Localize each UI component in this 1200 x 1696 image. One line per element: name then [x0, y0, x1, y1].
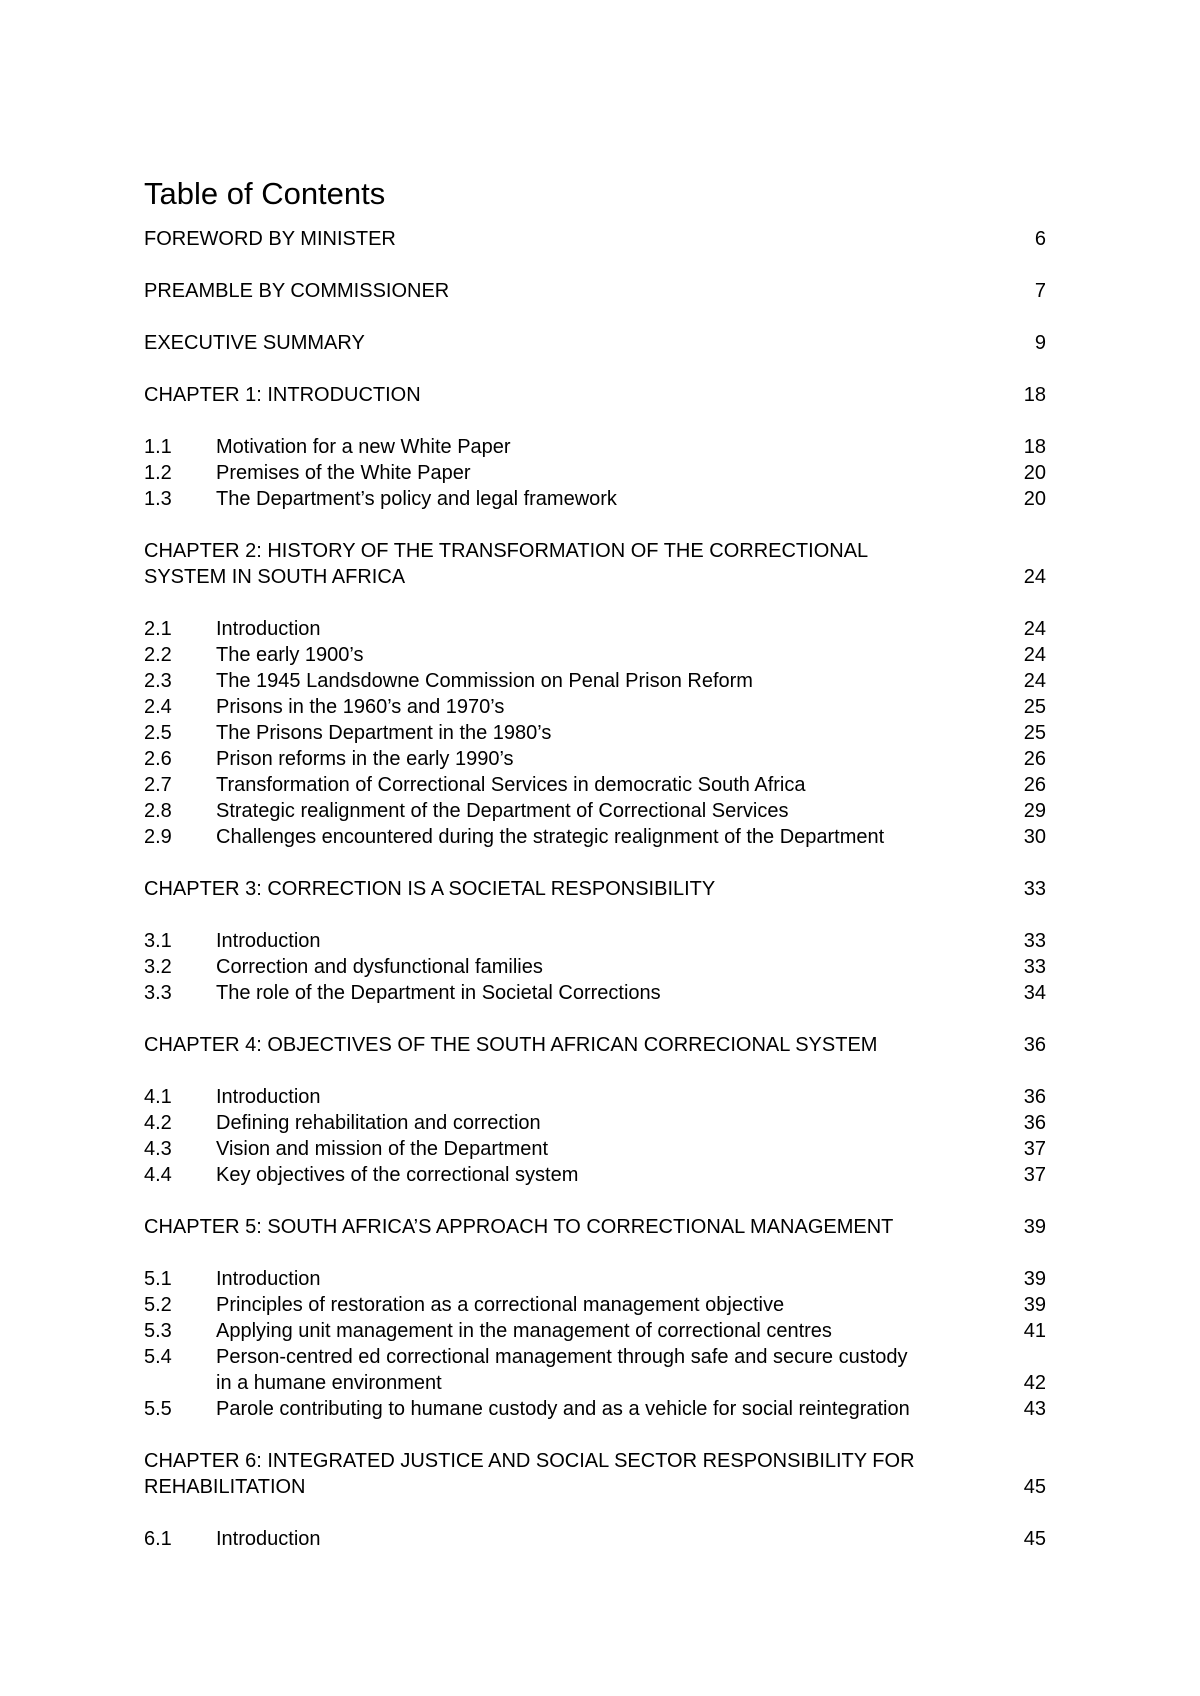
toc-entry-label: Challenges encountered during the strategic realignment of the Department: [216, 826, 885, 848]
toc-entry-number: 3.2: [144, 956, 172, 978]
toc-subentry[interactable]: [144, 1162, 1046, 1188]
toc-entry-label: Introduction: [216, 1086, 321, 1108]
toc-spacer: [144, 1240, 1046, 1266]
toc-entry-label: CHAPTER 3: CORRECTION IS A SOCIETAL RESPONSIBILITY: [144, 878, 716, 900]
toc-section: [144, 330, 1046, 356]
toc-section: [144, 1266, 1046, 1422]
toc-subentry[interactable]: [144, 1084, 1046, 1110]
toc-section: [144, 434, 1046, 512]
toc-section: [144, 382, 1046, 408]
toc-entry-label: in a humane environment: [216, 1372, 442, 1394]
toc-entry-label: Key objectives of the correctional system: [216, 1164, 579, 1186]
toc-entry-number: 2.4: [144, 696, 172, 718]
toc-entry[interactable]: [144, 1474, 1046, 1500]
toc-entry-label: The role of the Department in Societal Corrections: [216, 982, 661, 1004]
toc-subentry[interactable]: [144, 798, 1046, 824]
toc-page-number: 39: [1023, 1216, 1046, 1238]
toc-entry-number: 3.3: [144, 982, 172, 1004]
toc-entry-label: Correction and dysfunctional families: [216, 956, 543, 978]
toc-entry-label: The Department’s policy and legal framework: [216, 488, 617, 510]
toc-entry-label: CHAPTER 1: INTRODUCTION: [144, 384, 421, 406]
toc-page-number: 24: [1023, 644, 1046, 666]
toc-subentry[interactable]: [144, 460, 1046, 486]
toc-entry-label: Introduction: [216, 1268, 321, 1290]
toc-subentry[interactable]: [144, 1292, 1046, 1318]
toc-entry-label: Principles of restoration as a correctional management objective: [216, 1294, 785, 1316]
toc-entry-number: 2.6: [144, 748, 172, 770]
toc-spacer: [144, 590, 1046, 616]
toc-entry-label: SYSTEM IN SOUTH AFRICA: [144, 566, 406, 588]
toc-entry[interactable]: [144, 876, 1046, 902]
toc-entry[interactable]: [144, 330, 1046, 356]
toc-subentry[interactable]: [144, 486, 1046, 512]
toc-spacer: [144, 408, 1046, 434]
toc-entry-number: 5.4: [144, 1346, 172, 1368]
toc-entry[interactable]: [144, 226, 1046, 252]
toc-page-number: 43: [1023, 1398, 1046, 1420]
toc-subentry[interactable]: [144, 1344, 1046, 1370]
toc-spacer: [144, 1006, 1046, 1032]
toc-spacer: [144, 512, 1046, 538]
toc-subentry[interactable]: [144, 1526, 1046, 1552]
toc-entry-label: Introduction: [216, 930, 321, 952]
toc-spacer: [144, 902, 1046, 928]
toc-page-number: 18: [1023, 436, 1046, 458]
toc-page-number: 30: [1023, 826, 1046, 848]
toc-entry-number: 6.1: [144, 1528, 172, 1550]
toc-entry-number: 1.2: [144, 462, 172, 484]
toc-page-number: 39: [1023, 1268, 1046, 1290]
toc-subentry[interactable]: [144, 1396, 1046, 1422]
toc-page-number: 7: [1034, 280, 1046, 302]
toc-page-number: 33: [1023, 956, 1046, 978]
toc-entry-label: Defining rehabilitation and correction: [216, 1112, 541, 1134]
toc-section: [144, 1084, 1046, 1188]
toc-entry-label: The Prisons Department in the 1980’s: [216, 722, 552, 744]
toc-entry-label: Transformation of Correctional Services in democratic South Africa: [216, 774, 806, 796]
toc-page-number: 29: [1023, 800, 1046, 822]
toc-entry[interactable]: [144, 1032, 1046, 1058]
toc-page-number: 37: [1023, 1164, 1046, 1186]
toc-entry[interactable]: [144, 1448, 1046, 1474]
toc-spacer: [144, 1422, 1046, 1448]
toc-page-number: 24: [1023, 566, 1046, 588]
toc-spacer: [144, 1188, 1046, 1214]
toc-entry-number: 5.3: [144, 1320, 172, 1342]
toc-subentry[interactable]: [144, 772, 1046, 798]
toc-page-number: 33: [1023, 930, 1046, 952]
toc-subentry[interactable]: [144, 434, 1046, 460]
toc-entry-number: 5.2: [144, 1294, 172, 1316]
toc-entry-number: 1.1: [144, 436, 172, 458]
toc-subentry[interactable]: [144, 928, 1046, 954]
toc-section: [144, 876, 1046, 902]
toc-entry-label: CHAPTER 6: INTEGRATED JUSTICE AND SOCIAL SECTOR RESPONSIBILITY FOR: [144, 1450, 915, 1472]
toc-entry-number: 4.1: [144, 1086, 172, 1108]
toc-page-number: 20: [1023, 462, 1046, 484]
toc-entry[interactable]: [144, 1214, 1046, 1240]
page-title: Table of Contents: [144, 176, 386, 211]
toc-subentry[interactable]: [144, 1318, 1046, 1344]
toc-section: [144, 1032, 1046, 1058]
toc-spacer: [144, 850, 1046, 876]
toc-section: [144, 1214, 1046, 1240]
toc-section: [144, 1448, 1046, 1500]
toc-page-number: 36: [1023, 1034, 1046, 1056]
toc-entry-label: Motivation for a new White Paper: [216, 436, 511, 458]
toc-subentry[interactable]: [144, 694, 1046, 720]
toc-entry-label: Introduction: [216, 618, 321, 640]
toc-entry-number: 4.4: [144, 1164, 172, 1186]
toc-entry-number: 5.5: [144, 1398, 172, 1420]
toc-entry-number: 4.2: [144, 1112, 172, 1134]
toc-subentry[interactable]: [144, 746, 1046, 772]
toc-section: [144, 928, 1046, 1006]
toc-entry-number: 2.7: [144, 774, 172, 796]
toc-entry-label: CHAPTER 5: SOUTH AFRICA’S APPROACH TO CORRECTIONAL MANAGEMENT: [144, 1216, 894, 1238]
toc-entry-number: 2.3: [144, 670, 172, 692]
toc-spacer: [144, 1058, 1046, 1084]
toc-page-number: 45: [1023, 1476, 1046, 1498]
toc-page-number: 41: [1023, 1320, 1046, 1342]
toc-entry-label: Strategic realignment of the Department of Correctional Services: [216, 800, 789, 822]
toc-entry-label: Prison reforms in the early 1990’s: [216, 748, 514, 770]
toc-spacer: [144, 252, 1046, 278]
toc-spacer: [144, 1500, 1046, 1526]
toc-entry-label: Introduction: [216, 1528, 321, 1550]
toc-subentry[interactable]: [144, 720, 1046, 746]
toc-page-number: 25: [1023, 696, 1046, 718]
toc-entry-number: 1.3: [144, 488, 172, 510]
toc-entry[interactable]: [144, 382, 1046, 408]
toc-entry-label: Vision and mission of the Department: [216, 1138, 549, 1160]
toc-section: [144, 538, 1046, 590]
toc-entry-number: 2.8: [144, 800, 172, 822]
toc-entry-label: Applying unit management in the management of correctional centres: [216, 1320, 832, 1342]
toc-subentry[interactable]: [144, 980, 1046, 1006]
toc-entry-number: 3.1: [144, 930, 172, 952]
toc-page-number: 42: [1023, 1372, 1046, 1394]
toc-entry-number: 2.9: [144, 826, 172, 848]
toc-entry-label: The early 1900’s: [216, 644, 364, 666]
toc-subentry[interactable]: [144, 1266, 1046, 1292]
toc-subentry[interactable]: [144, 1136, 1046, 1162]
toc-page-number: 26: [1023, 774, 1046, 796]
toc-section: [144, 226, 1046, 252]
toc-entry-label: Parole contributing to humane custody and as a vehicle for social reintegration: [216, 1398, 910, 1420]
toc-entry-number: 2.5: [144, 722, 172, 744]
toc-entry-label: FOREWORD BY MINISTER: [144, 228, 396, 250]
toc-list: [144, 226, 1046, 1552]
toc-page-number: 18: [1023, 384, 1046, 406]
toc-entry-number: 2.2: [144, 644, 172, 666]
toc-section: [144, 278, 1046, 304]
toc-entry-label: The 1945 Landsdowne Commission on Penal Prison Reform: [216, 670, 753, 692]
toc-page-number: 36: [1023, 1086, 1046, 1108]
toc-entry[interactable]: [144, 538, 1046, 564]
toc-entry-number: 2.1: [144, 618, 172, 640]
toc-subentry[interactable]: [144, 824, 1046, 850]
toc-page-number: 39: [1023, 1294, 1046, 1316]
toc-subentry[interactable]: [144, 1370, 1046, 1396]
toc-section: [144, 616, 1046, 850]
toc-page-number: 36: [1023, 1112, 1046, 1134]
toc-page-number: 24: [1023, 670, 1046, 692]
toc-entry-label: Premises of the White Paper: [216, 462, 471, 484]
toc-page-number: 26: [1023, 748, 1046, 770]
toc-entry-label: CHAPTER 4: OBJECTIVES OF THE SOUTH AFRICAN CORRECIONAL SYSTEM: [144, 1034, 878, 1056]
toc-entry-label: Prisons in the 1960’s and 1970’s: [216, 696, 505, 718]
toc-page-number: 37: [1023, 1138, 1046, 1160]
toc-subentry[interactable]: [144, 1110, 1046, 1136]
toc-subentry[interactable]: [144, 954, 1046, 980]
toc-page-number: 45: [1023, 1528, 1046, 1550]
toc-page: [144, 172, 1046, 1552]
toc-entry[interactable]: [144, 564, 1046, 590]
toc-subentry[interactable]: [144, 616, 1046, 642]
toc-page-number: 33: [1023, 878, 1046, 900]
toc-entry-label: Person-centred ed correctional management through safe and secure custody: [216, 1346, 908, 1368]
toc-entry-label: CHAPTER 2: HISTORY OF THE TRANSFORMATION OF THE CORRECTIONAL: [144, 540, 869, 562]
toc-entry[interactable]: [144, 278, 1046, 304]
toc-entry-number: 5.1: [144, 1268, 172, 1290]
toc-entry-label: PREAMBLE BY COMMISSIONER: [144, 280, 450, 302]
toc-page-number: 34: [1023, 982, 1046, 1004]
toc-section: [144, 1526, 1046, 1552]
toc-page-number: 24: [1023, 618, 1046, 640]
toc-page-number: 20: [1023, 488, 1046, 510]
toc-page-number: 9: [1034, 332, 1046, 354]
toc-page-number: 25: [1023, 722, 1046, 744]
toc-entry-label: REHABILITATION: [144, 1476, 306, 1498]
toc-spacer: [144, 304, 1046, 330]
toc-subentry[interactable]: [144, 668, 1046, 694]
toc-entry-label: EXECUTIVE SUMMARY: [144, 332, 365, 354]
toc-subentry[interactable]: [144, 642, 1046, 668]
toc-spacer: [144, 356, 1046, 382]
toc-page-number: 6: [1034, 228, 1046, 250]
toc-entry-number: 4.3: [144, 1138, 172, 1160]
